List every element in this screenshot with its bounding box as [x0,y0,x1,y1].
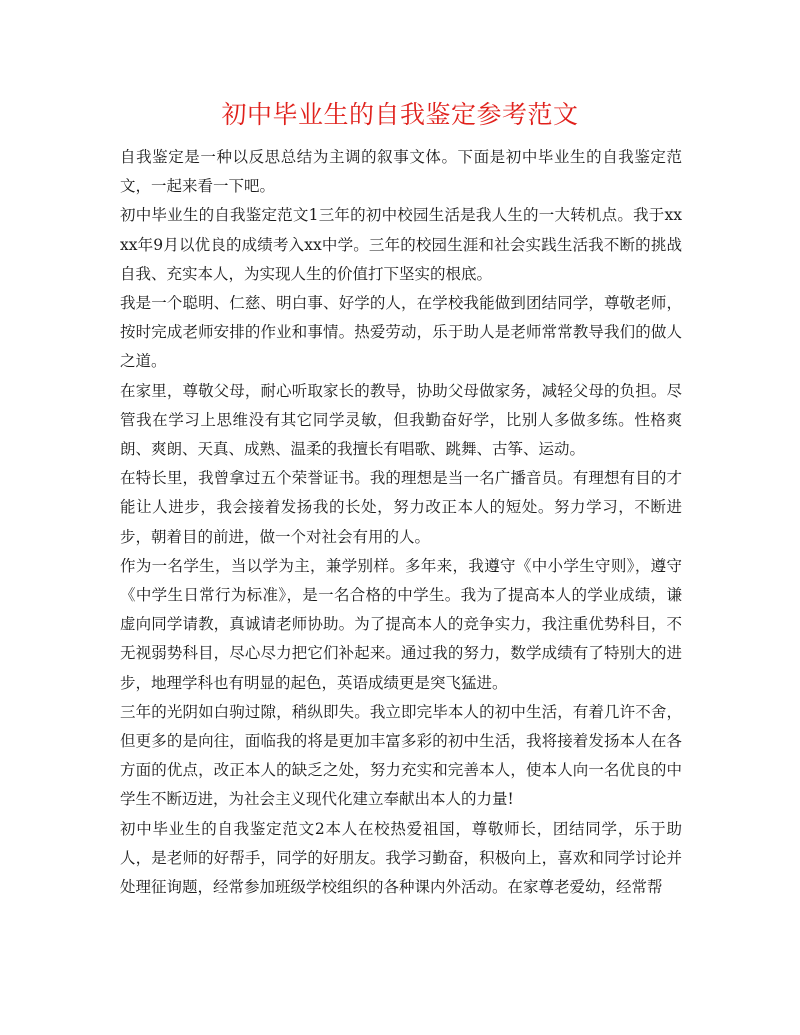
document-body [120,143,682,902]
paragraph-study: 作为一名学生，当以学为主，兼学别样。多年来，我遵守《中小学生守则》，遵守《中学生日常行为标准》，是一名合格的中学生。我为了提高本人的学业成绩，谦虚向同学请教，真诚请老师协助。为了提高本人的竞争实力，我注重优势科目，不无视弱势科目，尽心尽力把它们补起来。通过我的努力，数学成绩有了特别大的进步，地理学科也有明显的起色，英语成绩更是突飞猛进。 [120,556,682,692]
paragraph-sample-2-opening: 初中毕业生的自我鉴定范文2本人在校热爱祖国，尊敬师长，团结同学，乐于助人，是老师的好帮手，同学的好朋友。我学习勤奋，积极向上，喜欢和同学讨论并处理征询题，经常参加班级学校组织的各种课内外活动。在家尊老爱幼，经常帮 [120,819,682,897]
paragraph-sample-1-opening: 初中毕业生的自我鉴定范文1三年的初中校园生活是我人生的一大转机点。我于xxxx年9月以优良的成绩考入xx中学。三年的校园生涯和社会实践生活我不断的挑战自我、充实本人，为实现人生的价值打下坚实的根底。 [120,206,682,283]
page-title: 初中毕业生的自我鉴定参考范文 [221,100,579,129]
paragraph-conclusion: 三年的光阴如白驹过隙，稍纵即失。我立即完毕本人的初中生活，有着几许不舍，但更多的是向往，面临我的将是更加丰富多彩的初中生活，我将接着发扬本人在各方面的优点，改正本人的缺乏之处，努力充实和完善本人，使本人向一名优良的中学生不断迈进，为社会主义现代化建立奉献出本人的力量! [120,702,682,809]
paragraph-intro: 自我鉴定是一种以反思总结为主调的叙事文体。下面是初中毕业生的自我鉴定范文，一起来看一下吧。 [120,148,682,196]
paragraph-talents: 在特长里，我曾拿过五个荣誉证书。我的理想是当一名广播音员。有理想有目的才能让人进步，我会接着发扬我的长处，努力改正本人的短处。努力学习，不断进步，朝着目的前进，做一个对社会有用的人。 [120,469,682,546]
paragraph-character: 我是一个聪明、仁慈、明白事、好学的人，在学校我能做到团结同学，尊敬老师，按时完成老师安排的作业和事情。热爱劳动，乐于助人是老师常常教导我们的做人之道。 [120,294,682,371]
paragraph-family: 在家里，尊敬父母，耐心听取家长的教导，协助父母做家务，减轻父母的负担。尽管我在学习上思维没有其它同学灵敏，但我勤奋好学，比别人多做多练。性格爽朗、爽朗、天真、成熟、温柔的我擅长有唱歌、跳舞、古筝、运动。 [120,381,682,459]
